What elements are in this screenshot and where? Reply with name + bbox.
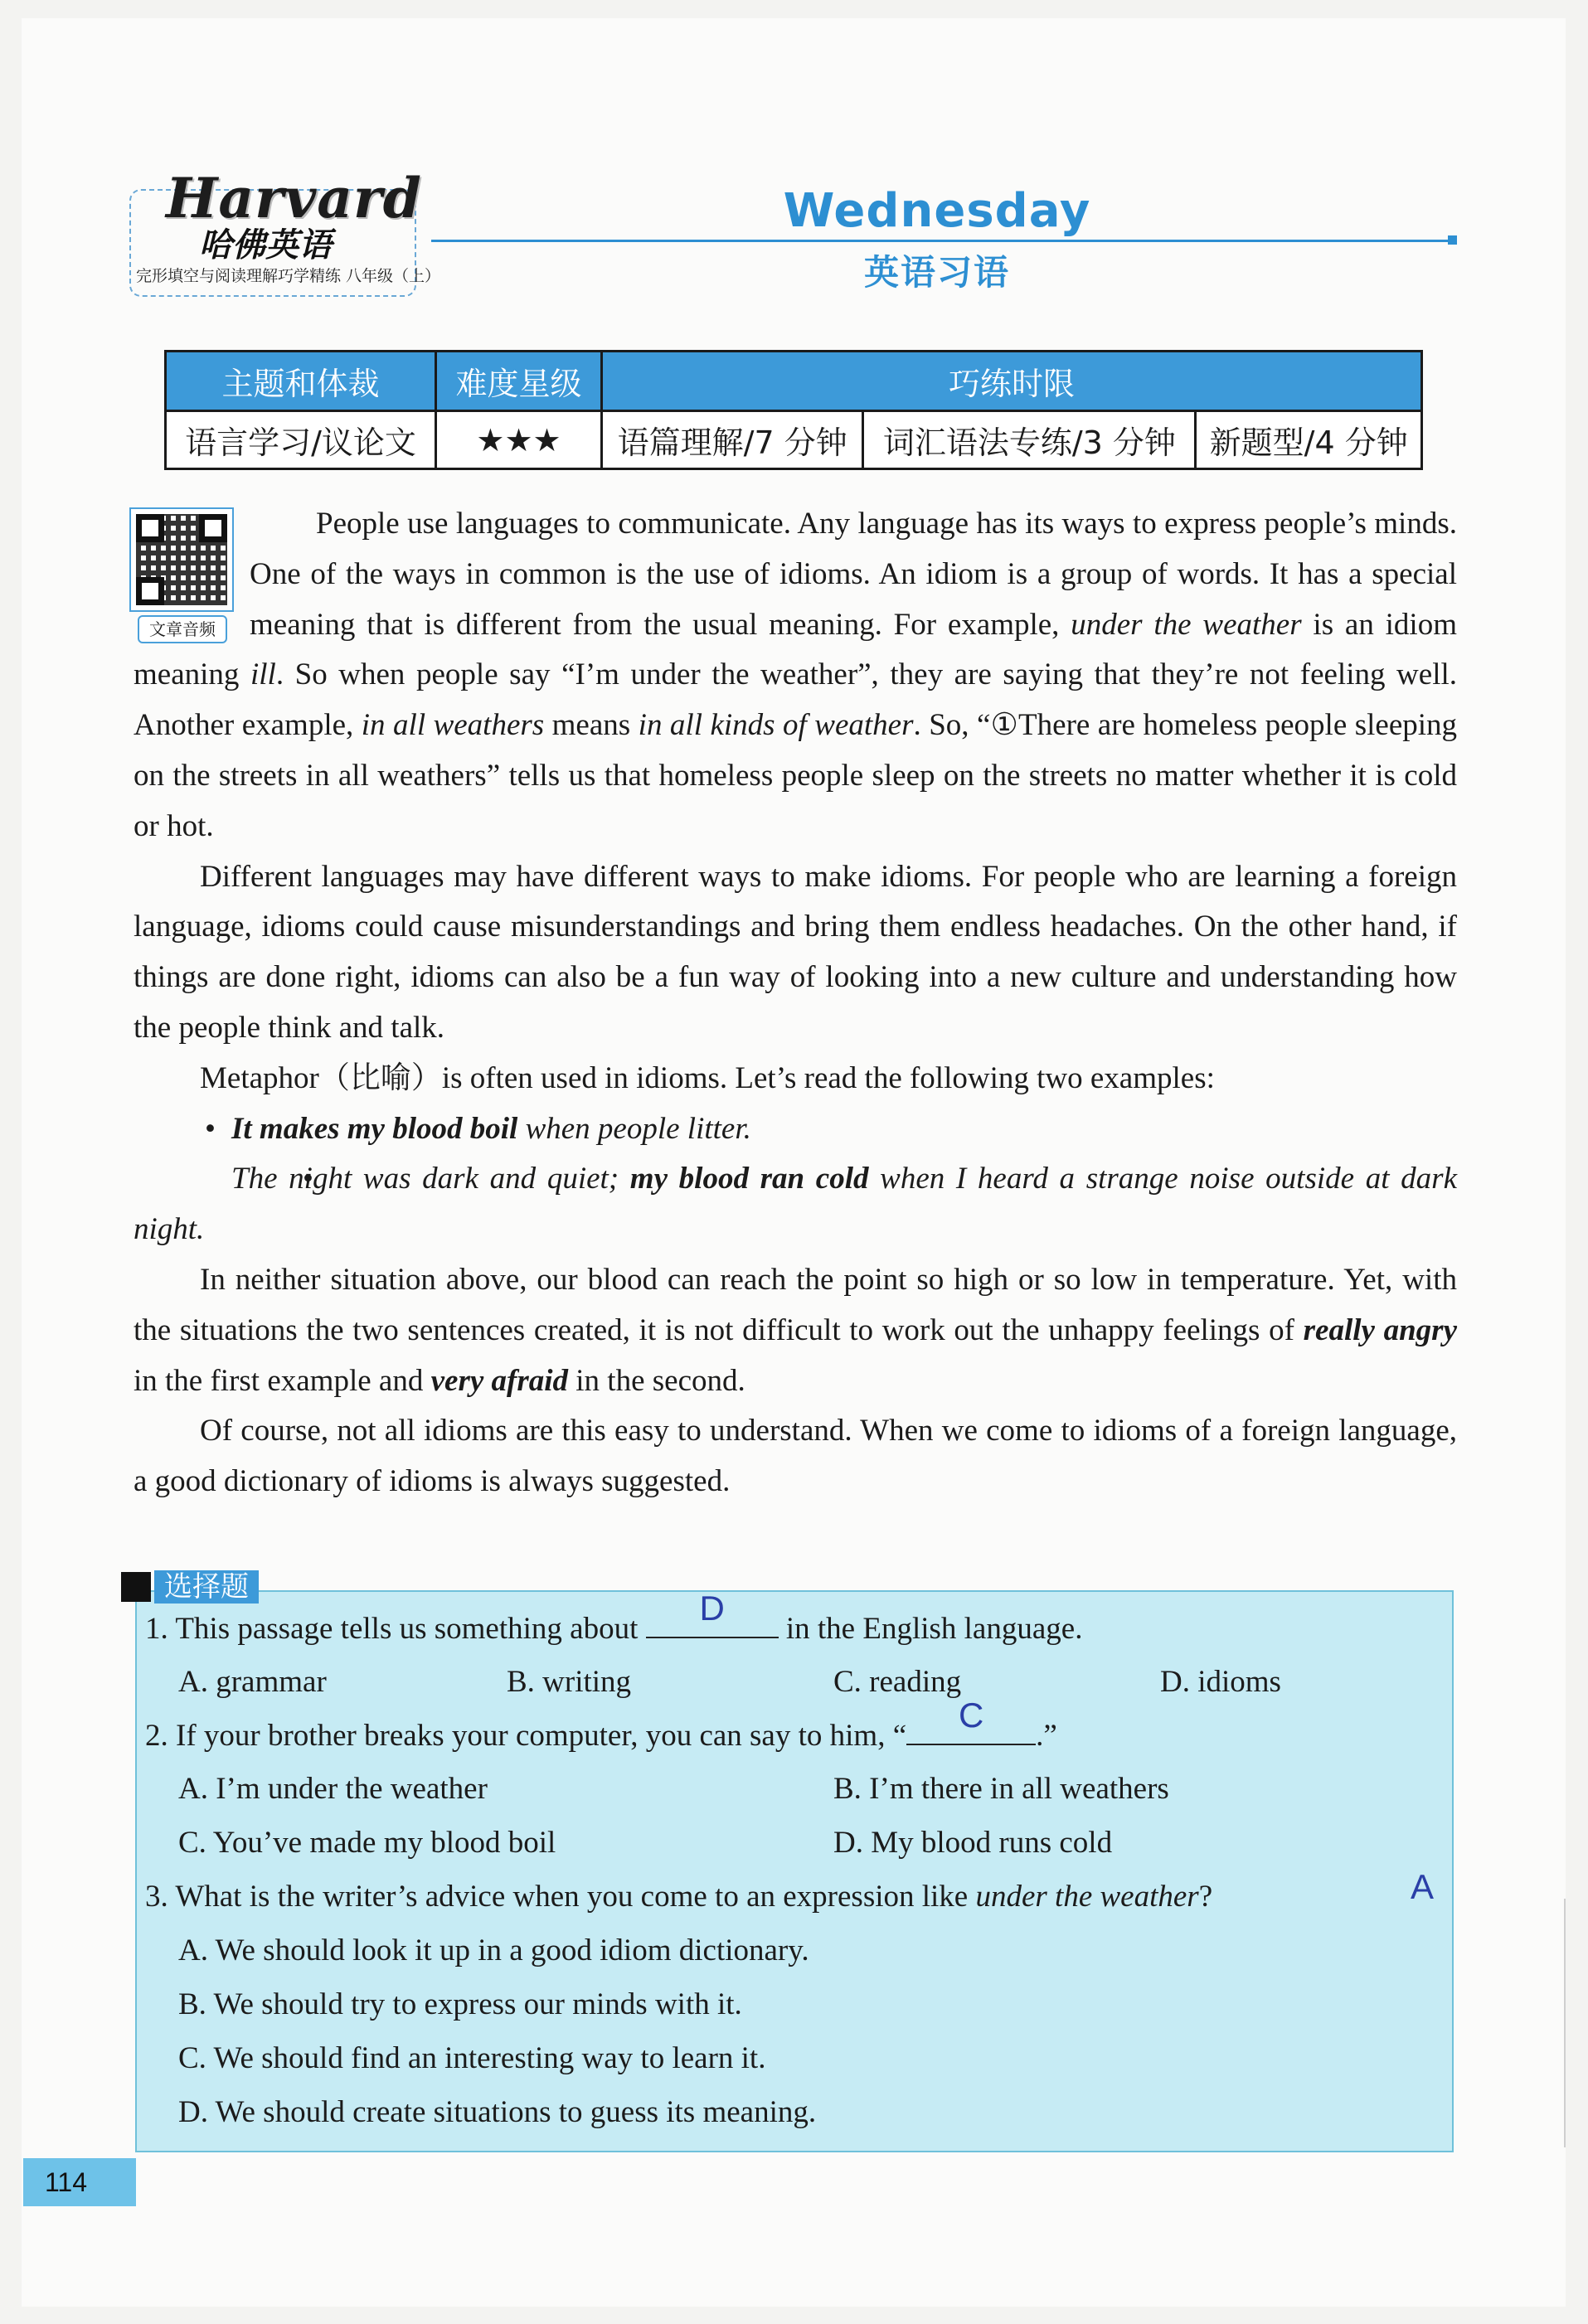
q1-stem-a: 1. This passage tells us something about	[145, 1612, 639, 1646]
question-2	[145, 1696, 1057, 1754]
question-3	[145, 1879, 1212, 1914]
qr-spacer	[134, 499, 250, 648]
page-edge-line	[1564, 1899, 1566, 2147]
q2-blank[interactable]	[906, 1696, 1036, 1745]
audio-label: 文章音频	[138, 615, 227, 643]
q3-answer: A	[1411, 1867, 1435, 1906]
p1-idiom-1: under the weather	[1071, 607, 1302, 642]
q1-option-b[interactable]: B. writing	[507, 1665, 632, 1699]
section-title: 选择题	[154, 1570, 259, 1604]
info-table	[164, 350, 1423, 470]
example-2-rest: when I heard a strange noise outside at dark night.	[134, 1162, 1457, 1247]
q1-answer: D	[699, 1589, 725, 1628]
th-topic: 主题和体裁	[166, 352, 436, 411]
q3-option-a[interactable]: A. We should look it up in a good idiom dictionary.	[178, 1933, 809, 1967]
section-marker	[121, 1572, 151, 1602]
td-newtype-time: 新题型/4 分钟	[1196, 411, 1422, 469]
q3-option-d[interactable]: D. We should create situations to guess its meaning.	[178, 2095, 817, 2129]
p1-text-e: . So, “①There are homeless people sleeping on the streets in all weathers” tells us that homeless people sleep on the streets no matter whether it is cold or hot.	[134, 708, 1458, 843]
paragraph-3: Metaphor（比喻）is often used in idioms. Let’s read the following two examples:	[200, 1060, 1215, 1095]
p1-idiom-4: in all kinds of weather	[638, 708, 914, 743]
q3-stem-idiom: under the weather	[975, 1880, 1199, 1914]
book-subtitle: 完形填空与阅读理解巧学精练 八年级（上）	[136, 267, 441, 285]
td-vocab-time: 词汇语法专练/3 分钟	[863, 411, 1196, 469]
day-title: Wednesday	[783, 184, 1091, 238]
q1-option-c[interactable]: C. reading	[833, 1665, 962, 1699]
q2-answer: C	[958, 1696, 984, 1735]
p1-text-c: . So when people say “I’m under the weather”, they are saying that they’re not feeling well. Another example,	[134, 657, 1458, 743]
q1-option-a[interactable]: A. grammar	[178, 1665, 327, 1699]
paragraph-2: Different languages may have different ways to make idioms. For people who are learning a foreign language, idioms could cause misunderstandings and bring them endless headaches. On the other hand, if things are done right, idioms can also be a fun way of looking into a new culture and understanding how the people think and talk.	[134, 859, 1457, 1045]
example-2-start: The night was dark and quiet;	[231, 1162, 619, 1196]
paragraph-5: Of course, not all idioms are this easy to understand. When we come to idioms of a foreign language, a good dictionary of idioms is always suggested.	[134, 1414, 1457, 1499]
q2-option-c[interactable]: C. You’ve made my blood boil	[178, 1826, 556, 1860]
page-number: 114	[23, 2158, 136, 2206]
q2-stem-b: .”	[1036, 1719, 1057, 1753]
topic-title: 英语习语	[863, 252, 1010, 293]
q2-option-b[interactable]: B. I’m there in all weathers	[833, 1772, 1169, 1806]
q3-stem-a: 3. What is the writer’s advice when you come to an expression like	[145, 1880, 969, 1914]
q2-option-a[interactable]: A. I’m under the weather	[178, 1772, 488, 1806]
p4-text-a: In neither situation above, our blood can reach the point so high or so low in temperature. Yet, with the situations the two sentences created, it is not difficult to work out the unhappy feelings of	[134, 1262, 1457, 1347]
example-2-idiom: my blood ran cold	[629, 1162, 869, 1196]
choice-questions	[135, 1590, 1454, 2152]
example-1-idiom: It makes my blood boil	[231, 1111, 518, 1146]
p1-text: People use languages to communicate. Any language has its ways to express people’s minds. One of the ways in common is the use of idioms. An idiom is a group of words. It has a special meaning that is different from the usual meaning. For example,	[250, 507, 1457, 642]
q3-option-c[interactable]: C. We should find an interesting way to learn it.	[178, 2041, 766, 2075]
q1-stem-b: in the English language.	[785, 1612, 1083, 1646]
p1-text-d: means	[551, 708, 631, 743]
example-2	[134, 1154, 1457, 1255]
p4-text-c: in the second.	[575, 1363, 745, 1398]
q2-option-d[interactable]: D. My blood runs cold	[833, 1826, 1113, 1860]
th-difficulty: 难度星级	[436, 352, 602, 411]
p1-text-b: is an idiom meaning	[134, 607, 1457, 692]
question-1	[145, 1589, 1083, 1647]
q1-blank[interactable]	[646, 1589, 779, 1638]
header-rule-end	[1448, 235, 1457, 245]
q2-stem-a: 2. If your brother breaks your computer, you can say to him, “	[145, 1719, 907, 1753]
reading-passage	[134, 499, 1457, 1507]
p4-phrase-2: very afraid	[430, 1363, 569, 1398]
p1-idiom-3: in all weathers	[361, 708, 545, 743]
p1-idiom-2: ill	[250, 657, 276, 692]
logo-title: Harvard	[166, 166, 422, 230]
p4-phrase-1: really angry	[1303, 1312, 1457, 1347]
td-reading-time: 语篇理解/7 分钟	[602, 411, 863, 469]
td-topic: 语言学习/议论文	[166, 411, 436, 469]
q1-option-d[interactable]: D. idioms	[1160, 1665, 1281, 1699]
p4-text-b: in the first example and	[134, 1363, 424, 1398]
td-stars: ★★★	[436, 411, 602, 469]
q3-stem-b: ?	[1198, 1880, 1213, 1914]
paragraph-4	[134, 1255, 1457, 1406]
logo-chinese-title: 哈佛英语	[199, 226, 332, 264]
th-time-limit: 巧练时限	[602, 352, 1422, 411]
header-rule	[431, 240, 1451, 242]
q3-option-b[interactable]: B. We should try to express our minds with it.	[178, 1987, 742, 2021]
example-1	[134, 1104, 1457, 1155]
example-1-rest: when people litter.	[525, 1111, 751, 1146]
paragraph-1	[134, 499, 1457, 852]
